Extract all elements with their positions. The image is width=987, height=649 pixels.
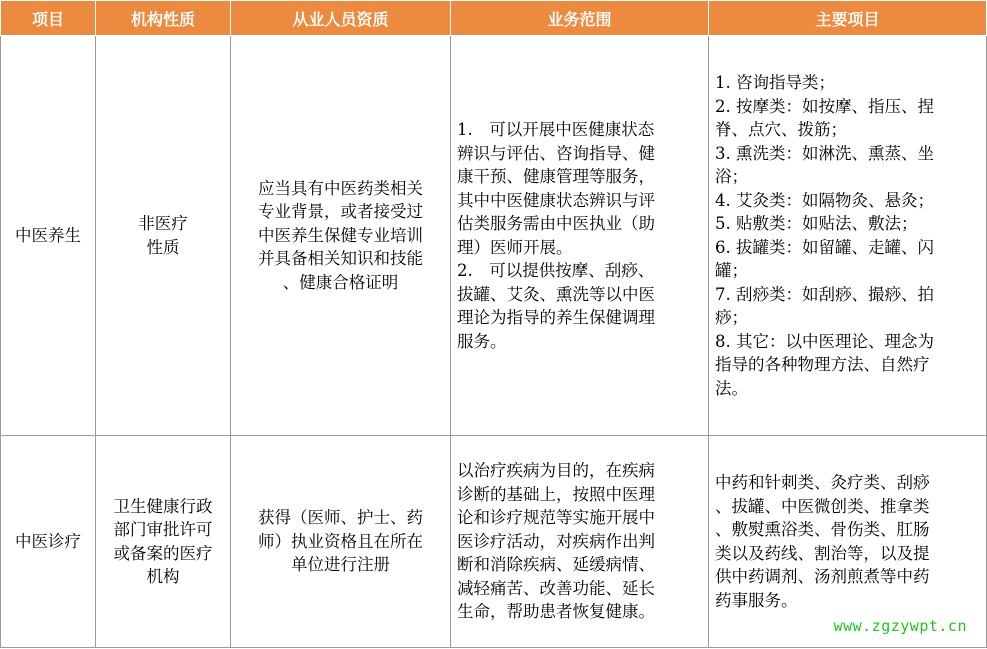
header-row [1, 1, 987, 36]
text-line: 以治疗疾病为目的，在疾病 [457, 461, 655, 481]
site-watermark: www.zgzywpt.cn [833, 617, 967, 635]
text-line: 、健康合格证明 [282, 272, 399, 292]
text-line: 3. 熏洗类：如淋洗、熏蒸、坐 [715, 143, 934, 163]
header-scope: 业务范围 [451, 1, 709, 36]
table-row [1, 36, 987, 436]
text-line: 中药和针刺类、灸疗类、刮痧 [715, 473, 930, 492]
cell-scope [451, 436, 709, 648]
cell-projects [709, 36, 987, 436]
text-line: 机构 [146, 567, 180, 586]
cell-projects [709, 436, 987, 648]
text-line: 断和消除疾病、延缓病情、 [457, 555, 655, 575]
text-line: 供中药调剂、汤剂煎煮等中药 [715, 567, 930, 586]
text-line: 部门审批许可 [113, 520, 213, 539]
text-line: 医诊疗活动，对疾病作出判 [457, 531, 655, 551]
text-line: 拔罐、艾灸、熏洗等以中医 [457, 284, 655, 304]
text-line: 诊断的基础上，按照中医理 [457, 484, 655, 504]
cell-nature [96, 36, 231, 436]
cell-qualification [231, 36, 451, 436]
text-line: 2. 按摩类：如按摩、指压、捏 [715, 96, 934, 116]
text-line: 卫生健康行政 [113, 496, 213, 516]
header-qualification: 从业人员资质 [231, 1, 451, 36]
cell-scope [451, 36, 709, 436]
text-line: 估类服务需由中医执业（助 [457, 214, 655, 233]
text-line: 4. 艾灸类：如隔物灸、悬灸； [715, 190, 934, 210]
cell-item: 中医养生 [1, 36, 96, 436]
text-line: 8. 其它：以中医理论、理念为 [715, 331, 934, 351]
text-line: 服务。 [457, 331, 507, 351]
text-line: 论和诊疗规范等实施开展中 [457, 508, 655, 528]
text-line: 痧； [715, 308, 748, 327]
text-line: 1. 可以开展中医健康状态 [457, 120, 655, 139]
text-line: 生命，帮助患者恢复健康。 [457, 602, 655, 622]
text-line: 单位进行注册 [291, 555, 390, 575]
text-line: 或备案的医疗 [113, 543, 213, 563]
text-line: 7. 刮痧类：如刮痧、撮痧、拍 [715, 284, 934, 304]
text-line: 减轻痛苦、改善功能、延长 [457, 578, 655, 598]
text-line: 并具备相关知识和技能 [258, 249, 423, 269]
text-line: 非医疗 [138, 214, 188, 233]
text-line: 应当具有中医药类相关 [258, 178, 423, 198]
cell-nature [96, 436, 231, 648]
text-line: 罐； [715, 261, 748, 280]
text-line: 、敷熨熏浴类、骨伤类、肛肠 [715, 520, 930, 539]
text-line: 法。 [715, 378, 748, 398]
text-line: 其中中医健康状态辨识与评 [457, 190, 655, 210]
header-nature: 机构性质 [96, 1, 231, 36]
text-line: 中医养生保健专业培训 [258, 225, 423, 245]
cell-item: 中医诊疗 [1, 436, 96, 648]
text-line: 类以及药线、割治等，以及提 [715, 543, 930, 563]
text-line: 师）执业资格且在所在 [258, 531, 423, 551]
text-line: 辨识与评估、咨询指导、健 [457, 143, 655, 163]
text-line: 理论为指导的养生保健调理 [457, 308, 655, 327]
text-line: 性质 [146, 237, 180, 257]
text-line: 药事服务。 [715, 590, 798, 610]
text-line: 浴； [715, 167, 748, 186]
text-line: 康干预、健康管理等服务， [457, 167, 655, 186]
text-line: 获得（医师、护士、药 [258, 508, 423, 528]
text-line: 理）医师开展。 [457, 237, 573, 257]
text-line: 5. 贴敷类：如贴法、敷法； [715, 214, 918, 233]
text-line: 指导的各种物理方法、自然疗 [715, 355, 930, 374]
text-line: 脊、点穴、拨筋； [715, 120, 847, 139]
text-line: 2. 可以提供按摩、刮痧、 [457, 261, 655, 280]
table-row [1, 436, 987, 648]
header-item: 项目 [1, 1, 96, 36]
text-line: 专业背景，或者接受过 [258, 202, 423, 222]
text-line: 1. 咨询指导类； [715, 73, 835, 92]
cell-qualification [231, 436, 451, 648]
header-projects: 主要项目 [709, 1, 987, 36]
text-line: 6. 拔罐类：如留罐、走罐、闪 [715, 237, 934, 257]
text-line: 、拔罐、中医微创类、推拿类 [715, 496, 930, 516]
